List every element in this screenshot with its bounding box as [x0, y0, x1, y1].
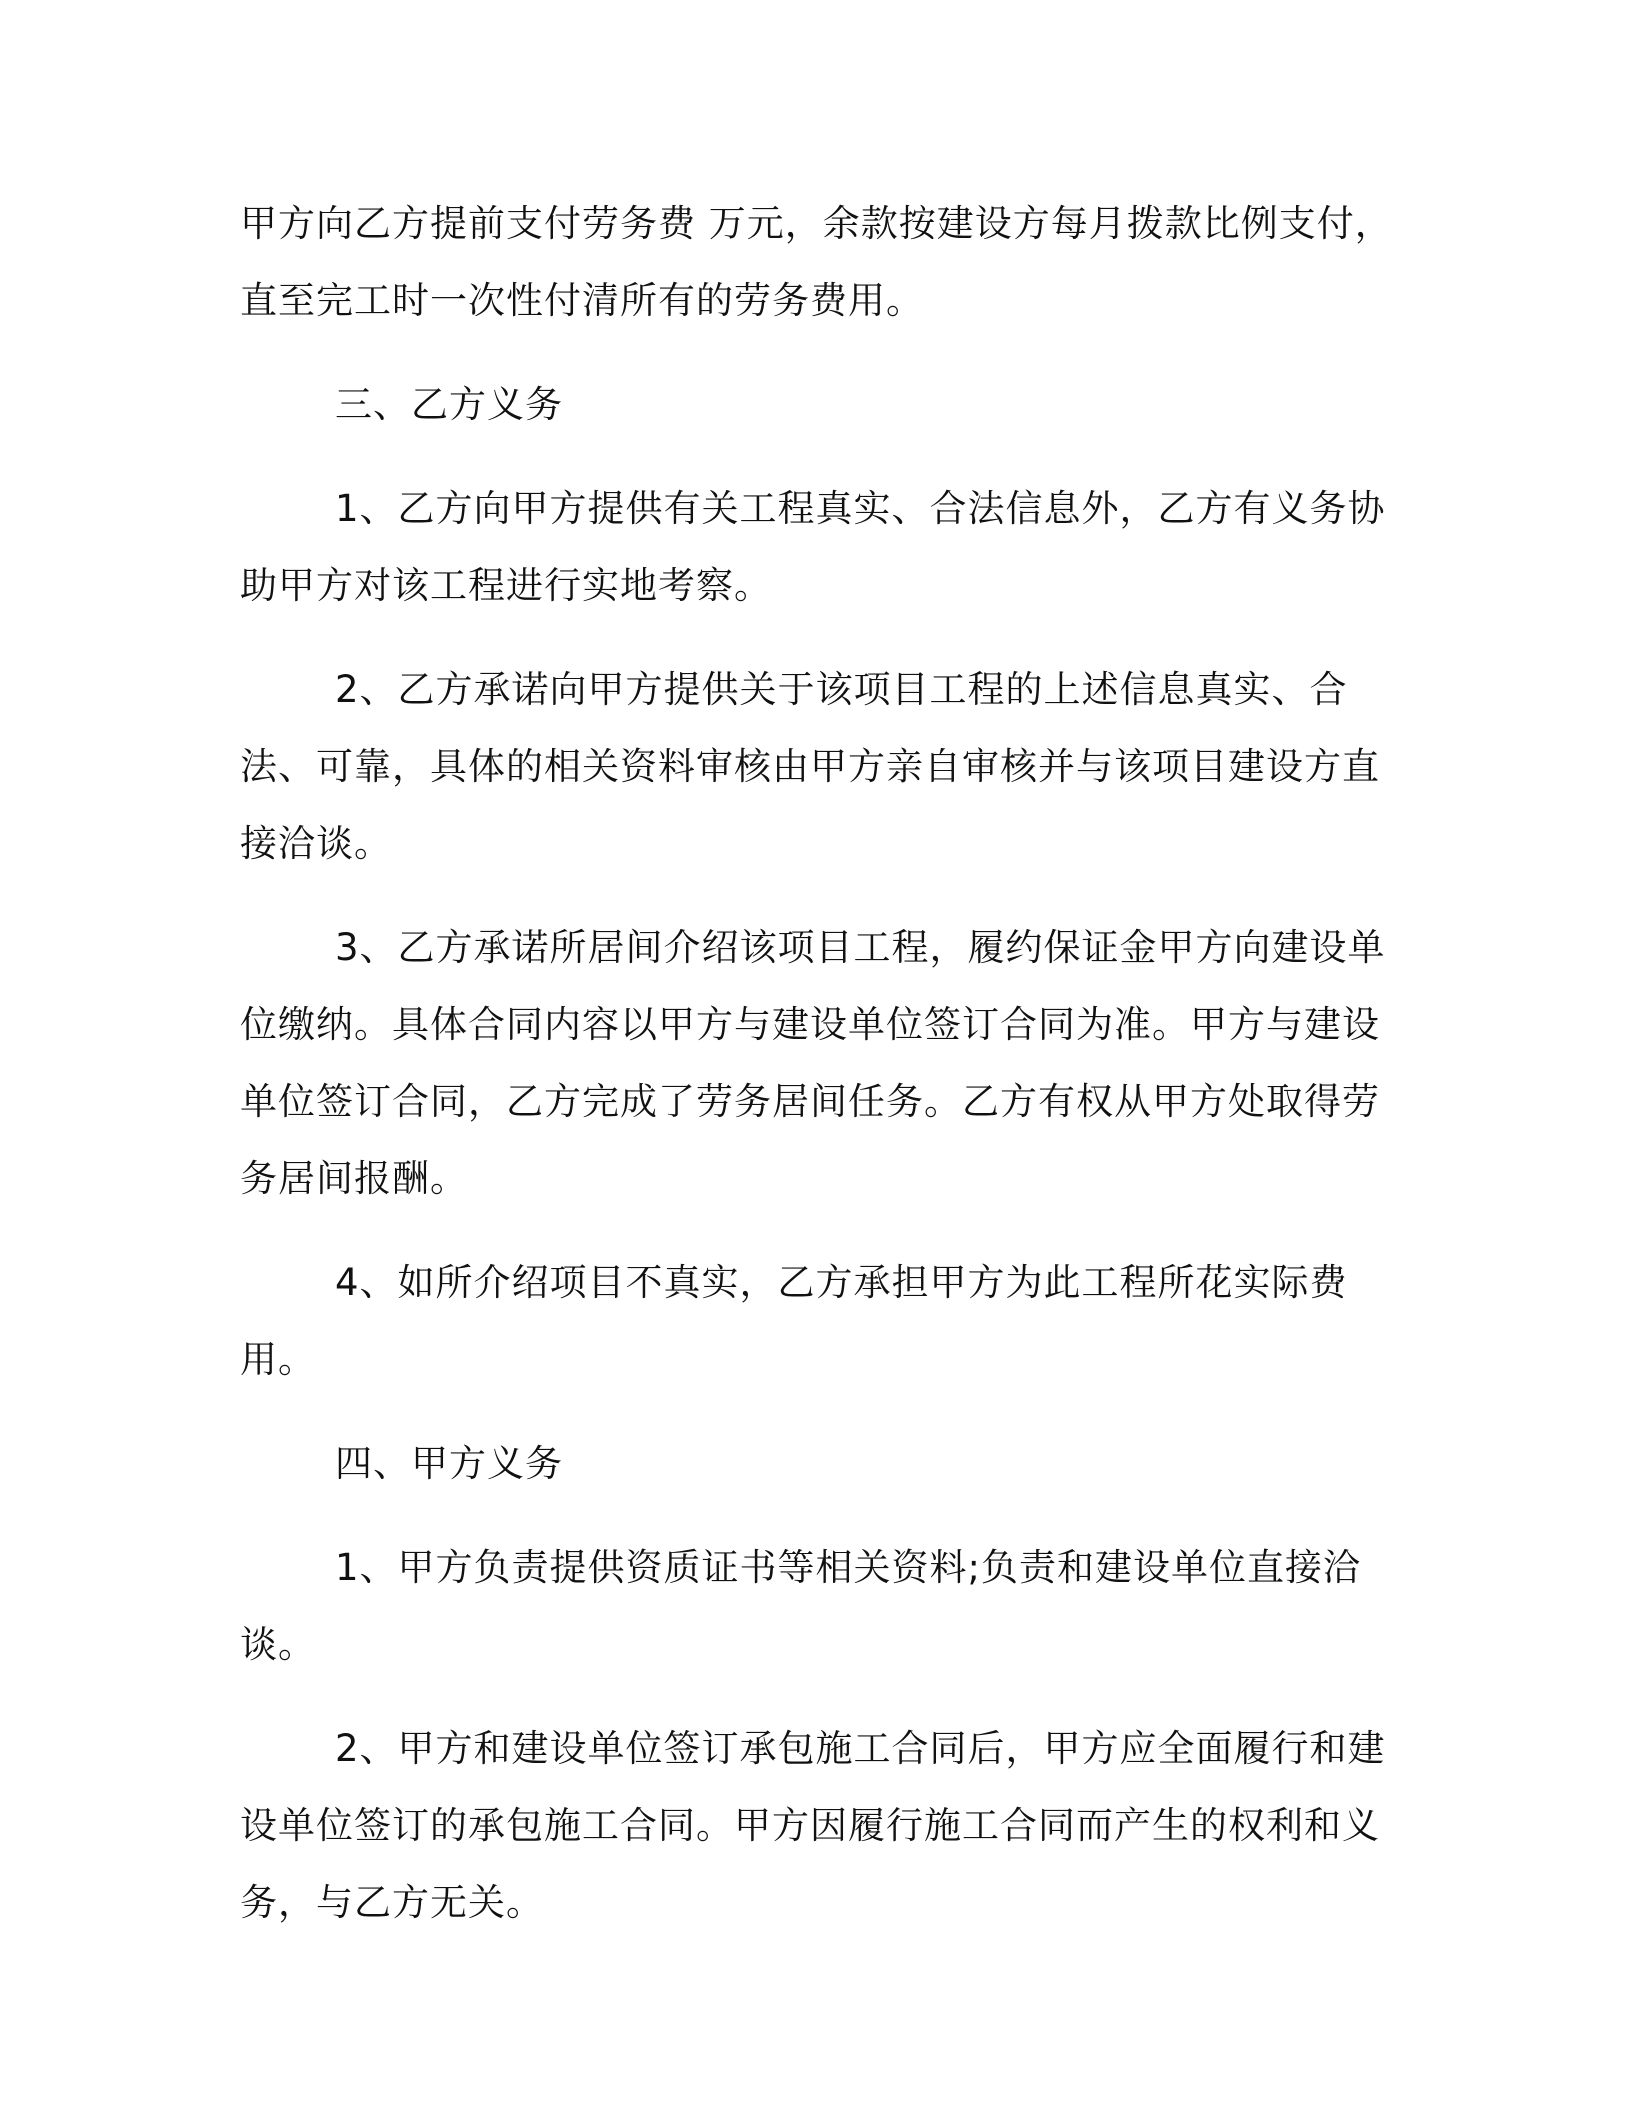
section-3-item-1: 1、乙方向甲方提供有关工程真实、合法信息外，乙方有义务协助甲方对该工程进行实地考察。 [240, 487, 1386, 607]
section-3-heading: 三、乙方义务 [335, 383, 563, 426]
section-4-item-1: 1、甲方负责提供资质证书等相关资料;负责和建设单位直接洽谈。 [240, 1546, 1362, 1666]
section-4-item-2: 2、甲方和建设单位签订承包施工合同后，甲方应全面履行和建设单位签订的承包施工合同。甲方因履行施工合同而产生的权利和义务，与乙方无关。 [240, 1727, 1386, 1924]
section-3-item-3: 3、乙方承诺所居间介绍该项目工程，履约保证金甲方向建设单位缴纳。具体合同内容以甲方与建设单位签订合同为准。甲方与建设单位签订合同，乙方完成了劳务居间任务。乙方有权从甲方处取得劳务居间报酬。 [240, 926, 1386, 1200]
document-page [240, 185, 1410, 1968]
payment-paragraph: 甲方向乙方提前支付劳务费 万元，余款按建设方每月拨款比例支付，直至完工时一次性付清所有的劳务费用。 [240, 202, 1393, 322]
section-4-heading: 四、甲方义务 [335, 1442, 563, 1485]
section-3-item-2: 2、乙方承诺向甲方提供关于该项目工程的上述信息真实、合法、可靠，具体的相关资料审核由甲方亲自审核并与该项目建设方直接洽谈。 [240, 668, 1380, 865]
section-3-item-4: 4、如所介绍项目不真实，乙方承担甲方为此工程所花实际费用。 [240, 1261, 1348, 1381]
